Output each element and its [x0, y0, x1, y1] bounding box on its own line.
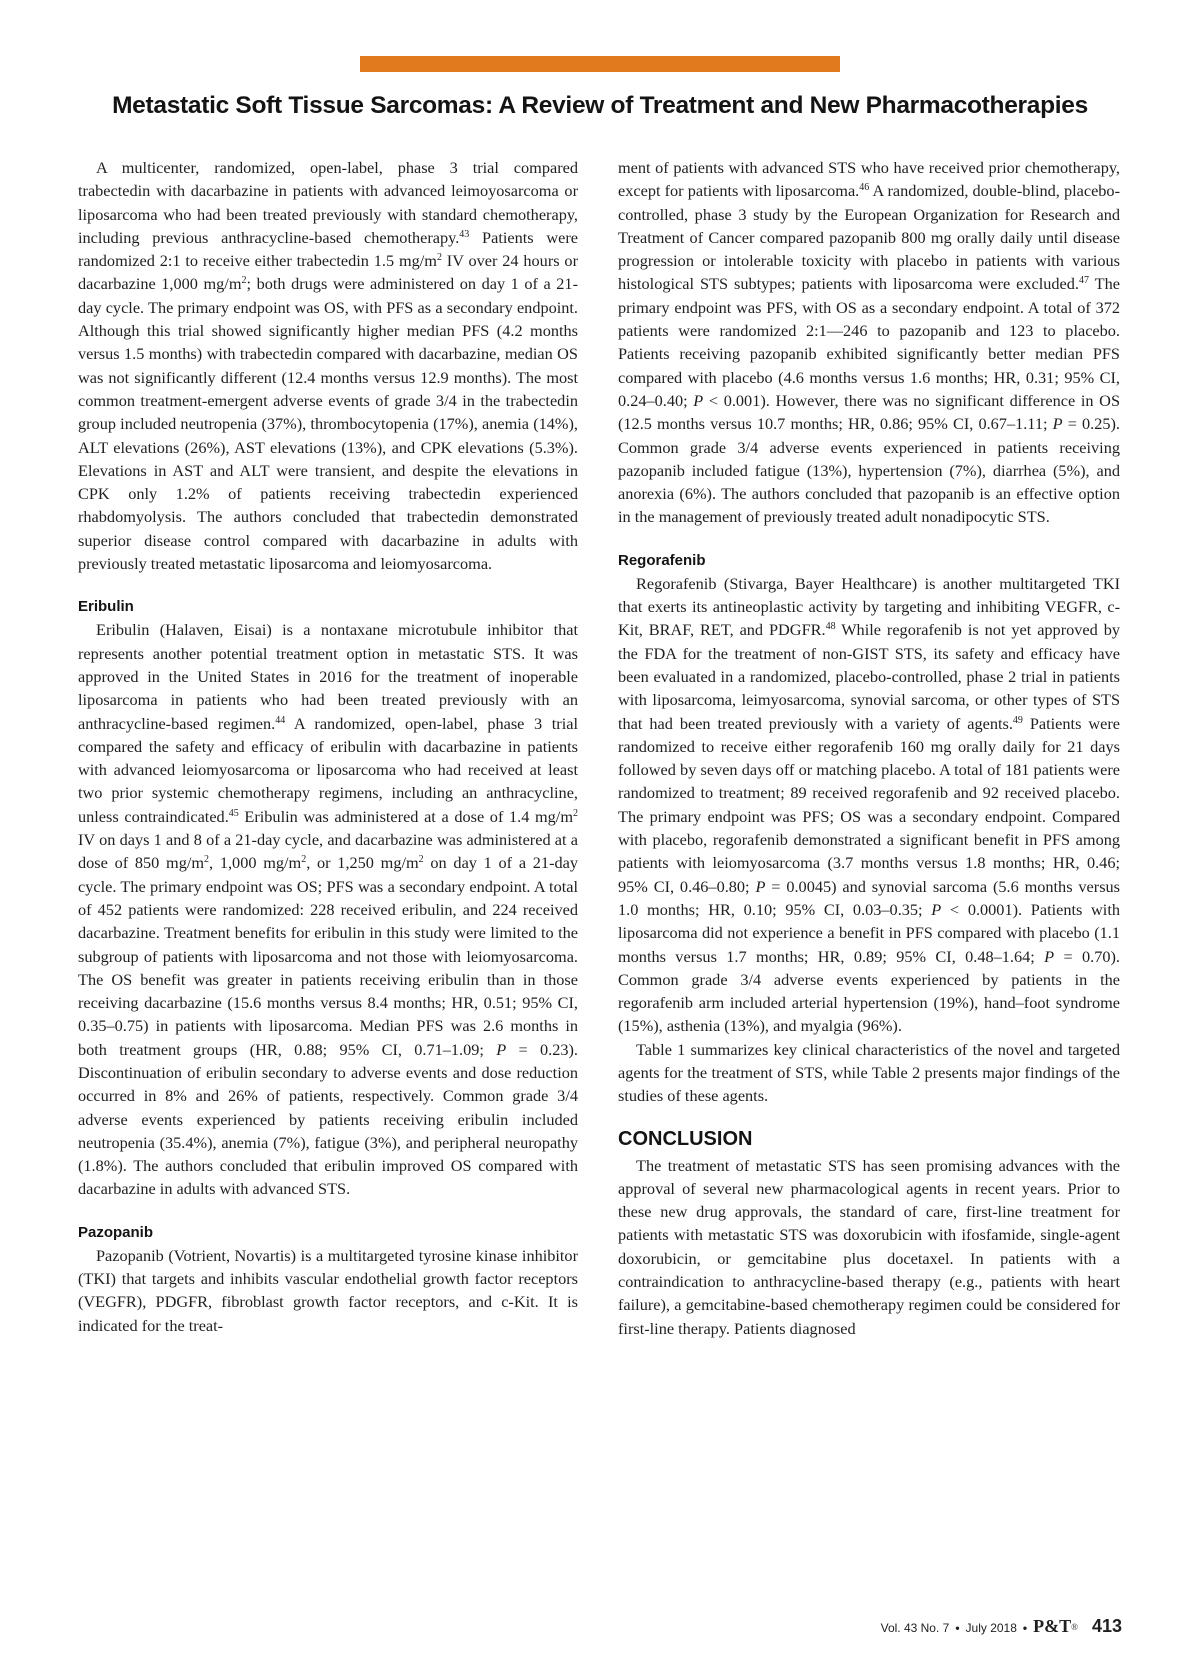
pazopanib-paragraph: Pazopanib (Votrient, Novartis) is a multitargeted tyrosine kinase inhibitor (TKI) that targets and inhibits vascular endothelial growth factor receptors (VEGFR), PDGFR, fibroblast growth factor receptors, and c-Kit. It is indicated for the treat- [78, 1245, 578, 1335]
issue-date: July 2018 [965, 1621, 1017, 1635]
regorafenib-paragraph: Regorafenib (Stivarga, Bayer Healthcare) is another multitargeted TKI that exerts its antineoplastic activity by targeting and inhibiting VEGFR, c-Kit, BRAF, RET, and PDGFR.$^{48}$ While regorafenib is not yet approved by the FDA for the treatment of non-GIST STS, its safety and efficacy have been evaluated in a randomized, placebo-controlled, phase 2 trial in patients with liposarcoma, leimyosarcoma, synovial sarcoma, or other types of STS that had been treated previously with a variety of agents.$^{49}$ Patients were randomized to receive either regorafenib 160 mg orally daily for 21 days followed by seven days off or matching placebo. A total of 181 patients were randomized to treatment; 89 received regorafenib and 92 received placebo. The primary endpoint was PFS; OS was a secondary endpoint. Compared with placebo, regorafenib demonstrated a significant benefit in PFS among patients with leiomyosarcoma (3.7 months versus 1.8 months; HR, 0.46; 95% CI, 0.46–0.80; P = 0.0045) and synovial sarcoma (5.6 months versus 1.0 months; HR, 0.10; 95% CI, 0.03–0.35; P < 0.0001). Patients with liposarcoma did not experience a benefit in PFS compared with placebo (1.1 months versus 1.7 months; HR, 0.89; 95% CI, 0.48–1.64; P = 0.70). Common grade 3/4 adverse events experienced by patients in the regorafenib arm included arterial hypertension (19%), hand–foot syndrome (15%), asthenia (13%), and myalgia (96%). [618, 573, 1121, 1036]
volume-issue: Vol. 43 No. 7 [880, 1621, 950, 1635]
accent-bar [360, 56, 840, 72]
trabectedin-paragraph: A multicenter, randomized, open-label, phase 3 trial compared trabectedin with dacarbazine in patients with advanced leimoyosarcoma or liposarcoma who had been treated previously with standard chemotherapy, including previous anthracycline-based chemotherapy.$^{43}$ Patients were randomized 2:1 to receive either trabectedin 1.5 $mg/m^2$ IV over 24 hours or dacarbazine 1,000 $mg/m^2$; both drugs were administered on day 1 of a 21-day cycle. The primary endpoint was OS, with PFS as a secondary endpoint. Although this trial showed significantly higher median PFS (4.2 months versus 1.5 months) with trabectedin compared with dacarbazine, median OS was not significantly different (12.4 months versus 12.9 months). The most common treatment-emergent adverse events of grade 3/4 in the trabectedin group included neutropenia (37%), thrombocytopenia (17%), anemia (14%), ALT elevations (26%), AST elevations (13%), and CPK elevations (5.3%). Elevations in AST and ALT were transient, and despite the elevations in CPK only 1.2% of patients receiving trabectedin experienced rhabdomyolysis. The authors concluded that trabectedin demonstrated superior disease control compared with dacarbazine in adults with previously treated metastatic liposarcoma and leiomyosarcoma. [78, 158, 578, 574]
right-column [618, 156, 1120, 1340]
citation-48: 48 [825, 621, 836, 633]
citation-47: 47 [1079, 275, 1089, 287]
journal-name: P&T® [1033, 1616, 1078, 1636]
separator-dot: • [1022, 1621, 1028, 1635]
regorafenib-heading: Regorafenib [618, 551, 706, 569]
conclusion-heading: CONCLUSION [618, 1127, 753, 1150]
citation-43: 43 [459, 228, 470, 240]
page-footer [881, 1616, 1122, 1637]
citation-46: 46 [859, 182, 870, 194]
citation-49: 49 [1012, 714, 1023, 726]
separator-dot: • [955, 1621, 960, 1635]
tables-summary-paragraph: Table 1 summarizes key clinical characteristics of the novel and targeted agents for the treatment of STS, while Table 2 presents major findings of the studies of these agents. [618, 1039, 1120, 1106]
left-column [78, 156, 578, 1337]
pazopanib-heading: Pazopanib [78, 1223, 154, 1241]
citation-44: 44 [275, 714, 286, 726]
citation-45: 45 [228, 807, 239, 819]
page-title: Metastatic Soft Tissue Sarcomas: A Review of Treatment and New Pharmacotherapies [112, 92, 1088, 119]
pazopanib-continued-paragraph: ment of patients with advanced STS who have received prior chemotherapy, except for patients with liposarcoma.$^{46}$ A randomized, double-blind, placebo-controlled, phase 3 study by the European Organization for Research and Treatment of Cancer compared pazopanib 800 mg orally daily until disease progression or intolerable toxicity with placebo in patients with various histological STS subtypes; patients with liposarcoma were excluded.$^{47}$ The primary endpoint was PFS, with OS as a secondary endpoint. A total of 372 patients were randomized 2:1—246 to pazopanib and 123 to placebo. Patients receiving pazopanib exhibited significantly better median PFS compared with placebo (4.6 months versus 1.6 months; HR, 0.31; 95% CI, 0.24–0.40; P < 0.001). However, there was no significant difference in OS (12.5 months versus 10.7 months; HR, 0.86; 95% CI, 0.67–1.11; P = 0.25). Common grade 3/4 adverse events experienced in patients receiving pazopanib included fatigue (13%), hypertension (7%), diarrhea (5%), and anorexia (6%). The authors concluded that pazopanib is an effective option in the management of previously treated adult nonadipocytic STS. [618, 158, 1120, 527]
conclusion-paragraph: The treatment of metastatic STS has seen promising advances with the approval of several new pharmacological agents in recent years. Prior to these new drug approvals, the standard of care, first-line treatment for patients with metastatic STS was doxorubicin with ifosfamide, single-agent doxorubicin, or gemcitabine plus docetaxel. In patients with a contraindication to anthracycline-based therapy (e.g., patients with heart failure), a gemcitabine-based chemotherapy regimen could be considered for first-line therapy. Patients diagnosed [618, 1155, 1120, 1338]
page-number: 413 [1091, 1616, 1122, 1636]
eribulin-paragraph: Eribulin (Halaven, Eisai) is a nontaxane microtubule inhibitor that represents another potential treatment option in metastatic STS. It was approved in the United States in 2016 for the treatment of inoperable liposarcoma in patients who had been treated previously with an anthracycline-based regimen.$^{44}$ A randomized, open-label, phase 3 trial compared the safety and efficacy of eribulin with dacarbazine in patients with advanced leiomyosarcoma or liposarcoma who had received at least two prior systemic chemotherapy regimens, including an anthracycline, unless contraindicated.$^{45}$ Eribulin was administered at a dose of 1.4 $mg/m^2$ IV on days 1 and 8 of a 21-day cycle, and dacarbazine was administered at a dose of 850 $mg/m^2$, 1,000 $mg/m^2$, or 1,250 $mg/m^2$ on day 1 of a 21-day cycle. The primary endpoint was OS; PFS was a secondary endpoint. A total of 452 patients were randomized: 228 received eribulin, and 224 received dacarbazine. Treatment benefits for eribulin in this study were limited to the subgroup of patients with liposarcoma and not those with leiomyosarcoma. The OS benefit was greater in patients receiving eribulin than in those receiving dacarbazine (15.6 months versus 8.4 months; HR, 0.51; 95% CI, 0.35–0.75) in patients with liposarcoma. Median PFS was 2.6 months in both treatment groups (HR, 0.88; 95% CI, 0.71–1.09; P = 0.23). Discontinuation of eribulin secondary to adverse events and dose reduction occurred in 8% and 26% of patients, respectively. Common grade 3/4 adverse events experienced by patients receiving eribulin included neutropenia (35.4%), anemia (7%), fatigue (3%), and peripheral neuropathy (1.8%). The authors concluded that eribulin improved OS compared with dacarbazine in adults with advanced STS. [78, 620, 579, 1199]
eribulin-heading: Eribulin [78, 598, 134, 616]
